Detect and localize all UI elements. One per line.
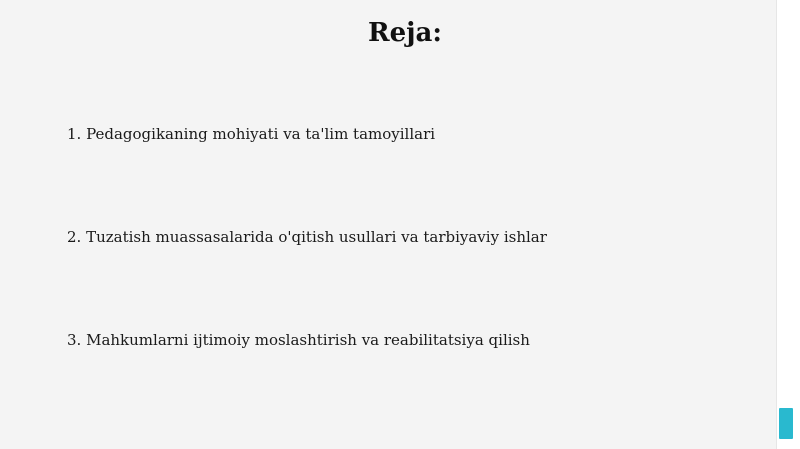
plan-item-3: 3. Mahkumlarni ijtimoiy moslashtirish va reabilitatsiya qilish bbox=[67, 331, 530, 349]
slide-title: Reja: bbox=[367, 18, 442, 48]
plan-item-1: 1. Pedagogikaning mohiyati va ta'lim tamoyillari bbox=[67, 125, 436, 143]
plan-item-2: 2. Tuzatish muassasalarida o'qitish usullari va tarbiyaviy ishlar bbox=[67, 228, 547, 246]
scrollbar-thumb[interactable] bbox=[779, 408, 793, 439]
vertical-scrollbar[interactable] bbox=[776, 0, 800, 449]
